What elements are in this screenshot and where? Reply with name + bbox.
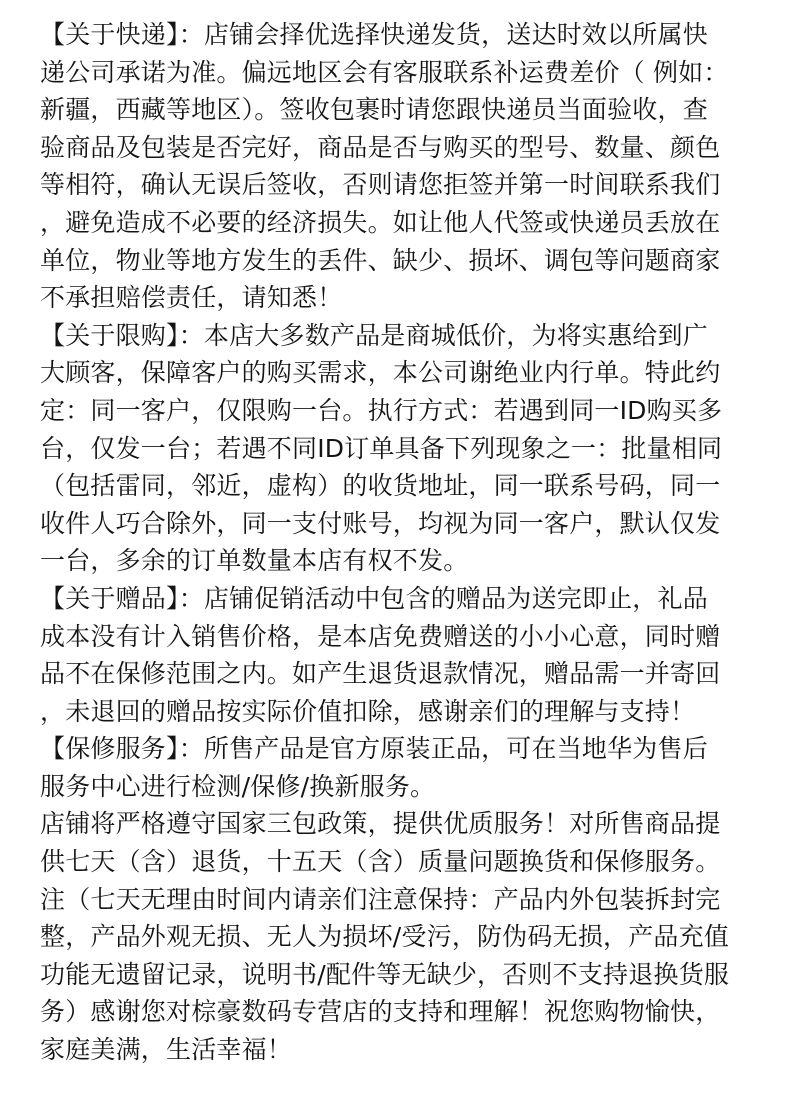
text-line: 【保修服务】：所售产品是官方原装正品，可在当地华为售后 [40,734,708,764]
text-line: 店铺将严格遵守国家三包政策，提供优质服务！对所售商品提 [40,809,721,839]
text-line: 【关于限购】：本店大多数产品是商城低价，为将实惠给到广 [40,320,708,350]
text-line: ，避免造成不必要的经济损失。如让他人代签或快递员丢放在 [40,207,721,237]
policy-document [40,16,760,1069]
text-line: ，未退回的赠品按实际价值扣除，感谢亲们的理解与支持！ [40,696,696,726]
text-line: 家庭美满，生活幸福！ [40,1035,293,1065]
text-line: 【关于快递】：店铺会择优选择快递发货，送达时效以所属快 [40,20,708,49]
text-line: 【关于赠品】：店铺促销活动中包含的赠品为送完即止，礼品 [40,583,708,613]
text-line: 服务中心进行检测/保修/换新服务。 [40,771,436,801]
text-line: 递公司承诺为准。偏远地区会有客服联系补运费差价（ 例如： [40,57,729,87]
text-line: 大顾客，保障客户的购买需求，本公司谢绝业内行单。特此约 [40,358,721,388]
text-line: 单位，物业等地方发生的丢件、缺少、损坏、调包等问题商家 [40,245,721,275]
text-line: 定：同一客户，仅限购一台。执行方式：若遇到同一ID购买多 [40,395,723,425]
text-line: 验商品及包装是否完好，商品是否与购买的型号、数量、颜色 [40,132,721,162]
text-line: 功能无遗留记录，说明书/配件等无缺少，否则不支持退换货服 [40,959,730,989]
text-line: 收件人巧合除外，同一支付账号，均视为同一客户，默认仅发 [40,508,721,538]
text-line: 整，产品外观无损、无人为损坏/受污，防伪码无损，产品充值 [40,922,730,952]
text-line: 品不在保修范围之内。如产生退货退款情况，赠品需一并寄回 [40,659,721,689]
text-line: 成本没有计入销售价格，是本店免费赠送的小小心意，同时赠 [40,621,721,651]
text-line: 务）感谢您对棕豪数码专营店的支持和理解！祝您购物愉快， [40,997,721,1027]
text-line: 新疆，西藏等地区）。签收包裹时请您跟快递员当面验收，查 [40,95,708,125]
text-line: 等相符，确认无误后签收，否则请您拒签并第一时间联系我们 [40,170,721,200]
text-line: （包括雷同，邻近，虚构）的收货地址，同一联系号码，同一 [40,471,721,501]
text-line: 注（七天无理由时间内请亲们注意保持：产品内外包装拆封完 [40,884,721,914]
text-line: 供七天（含）退货，十五天（含）质量问题换货和保修服务。 [40,847,721,877]
text-line: 一台，多余的订单数量本店有权不发。 [40,546,469,576]
text-line: 台，仅发一台；若遇不同ID订单具备下列现象之一：批量相同 [40,433,723,463]
text-line: 不承担赔偿责任，请知悉！ [40,283,343,313]
